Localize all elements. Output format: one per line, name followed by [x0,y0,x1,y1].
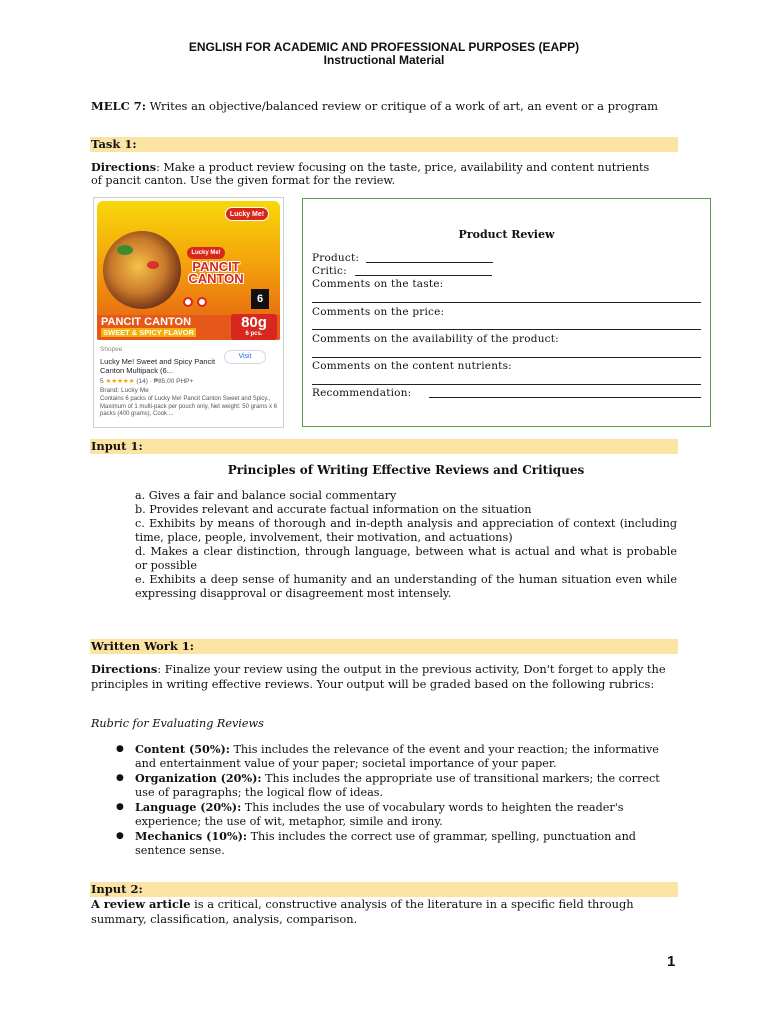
review-article-definition [91,897,679,927]
input1-heading: Input 1: [90,439,678,454]
review-form-title: Product Review [458,228,555,241]
visit-button: Visit [224,350,266,364]
recommendation-label: Recommendation: [312,387,412,399]
price-blank [312,329,701,330]
melc-label: MELC 7: [91,99,146,113]
input2-heading: Input 2: [90,882,678,897]
flavor-label: SWEET & SPICY FLAVOR [103,328,194,337]
rubric-list [116,742,678,858]
critic-blank [355,275,492,276]
rating-value: 5 [100,378,104,385]
task1-heading: Task 1: [90,137,678,152]
melc-statement [91,99,681,114]
product-image [93,197,284,428]
principle-item: e. Exhibits a deep sense of humanity and an understanding of the human situation even while expressing disapproval or disagreement most intensely. [135,573,677,600]
product-blank [366,262,493,263]
noodle-package [97,201,280,340]
recommendation-blank [429,397,701,398]
listing-rating: 5 ★★★★★ (14) · ₱85.00 PHP+ [100,378,194,385]
page-number: 1 [667,953,676,970]
rubric-term: Content (50%): [135,742,230,756]
task1-directions-label: Directions [91,160,157,174]
nutrients-blank [312,384,701,385]
star-icons: ★★★★★ [105,378,135,385]
rubric-title: Rubric for Evaluating Reviews [91,717,264,730]
melc-text: Writes an objective/balanced review or critique of a work of art, an event or a program [145,99,659,113]
bullet-icon: ● [116,802,124,812]
document-subtitle: Instructional Material [323,53,445,67]
review-article-term: A review article [91,897,191,911]
principle-item: b. Provides relevant and accurate factual information on the situation [135,503,532,516]
seal-icon [183,297,193,307]
taste-label: Comments on the taste: [312,278,444,290]
vegetable-garnish [117,245,133,255]
bullet-icon: ● [116,773,124,783]
listing-name: Lucky Me! Sweet and Spicy Pancit Canton Multipack (6... [100,357,216,375]
rubric-text: This includes the correct use of grammar, spelling, punctuation and sentence sense. [135,830,636,857]
rubric-text: This includes the relevance of the event and your reaction; the informative and entertainment value of your paper; societal importance of your paper. [135,743,659,770]
package-title: PANCIT CANTON [188,259,244,286]
bullet-icon: ● [116,831,124,841]
review-article-text: is a critical, constructive analysis of the literature in a specific field through summary, classification, analysis, comparison. [91,897,634,926]
price-label: Comments on the price: [312,306,445,318]
rubric-item [116,829,678,858]
rubric-term: Mechanics (10%): [135,829,248,843]
bullet-icon: ● [116,744,124,754]
principle-item: d. Makes a clear distinction, through language, between what is actual and what is probable or possible [135,545,677,572]
principles-list [135,489,677,601]
shop-name: Shopee [100,346,123,353]
task1-directions-text: : Make a product review focusing on the taste, price, availability and content nutrients of pancit canton. Use the given format for the review. [91,161,650,187]
availability-blank [312,357,701,358]
pack-count-badge: 6 [251,289,269,309]
weight-value: 80g [241,314,267,331]
nutrients-label: Comments on the content nutrients: [312,360,512,372]
pieces-count: 6 pcs. [245,331,263,337]
rubric-term: Language (20%): [135,800,242,814]
review-count: (14) [136,378,148,385]
listing-description: Contains 6 packs of Lucky Me! Pancit Canton Sweet and Spicy., Maximum of 1 multi-pack per pouch only, Net weight: 50 grams x 6 packs (400 grams), Cook ... [100,396,277,417]
rubric-text: This includes the appropriate use of transitional markers; the correct use of paragraphs; the logical flow of ideas. [135,772,660,799]
rubric-term: Organization (20%): [135,771,262,785]
weight-badge [231,314,277,340]
product-label: Product: [312,252,360,264]
critic-label: Critic: [312,265,347,277]
task1-directions [91,161,651,187]
vegetable-garnish [147,261,159,269]
document-title: ENGLISH FOR ACADEMIC AND PROFESSIONAL PURPOSES (EAPP) [188,40,580,54]
product-review-form [302,198,711,427]
brand-logo-small: Lucky Me! [187,247,225,259]
principle-item: a. Gives a fair and balance social commentary [135,489,397,502]
written-work1-directions [91,662,679,692]
availability-label: Comments on the availability of the product: [312,333,559,345]
principles-title: Principles of Writing Effective Reviews and Critiques [227,463,585,477]
flavor-name: PANCIT CANTON [101,316,192,328]
rubric-item [116,742,678,771]
written-work1-directions-text: : Finalize your review using the output in the previous activity, Don't forget to apply the principles in writing effective reviews. Your output will be graded based on the following rubrics: [91,662,666,691]
rubric-item [116,771,678,800]
written-work1-heading: Written Work 1: [90,639,678,654]
noodle-bowl-image [103,231,181,309]
listing-price: ₱85.00 PHP+ [153,378,194,385]
listing-brand: Brand: Lucky Me [100,387,149,394]
written-work1-directions-label: Directions [91,662,158,676]
brand-logo: Lucky Me! [225,207,269,221]
rubric-text: This includes the use of vocabulary words to heighten the reader's experience; the use of wit, metaphor, simile and irony. [135,801,624,828]
taste-blank [312,302,701,303]
principle-item: c. Exhibits by means of thorough and in-depth analysis and appreciation of context (including time, place, people, involvement, their motivation, and actuations) [135,517,677,544]
seal-icon [197,297,207,307]
rubric-item [116,800,678,829]
